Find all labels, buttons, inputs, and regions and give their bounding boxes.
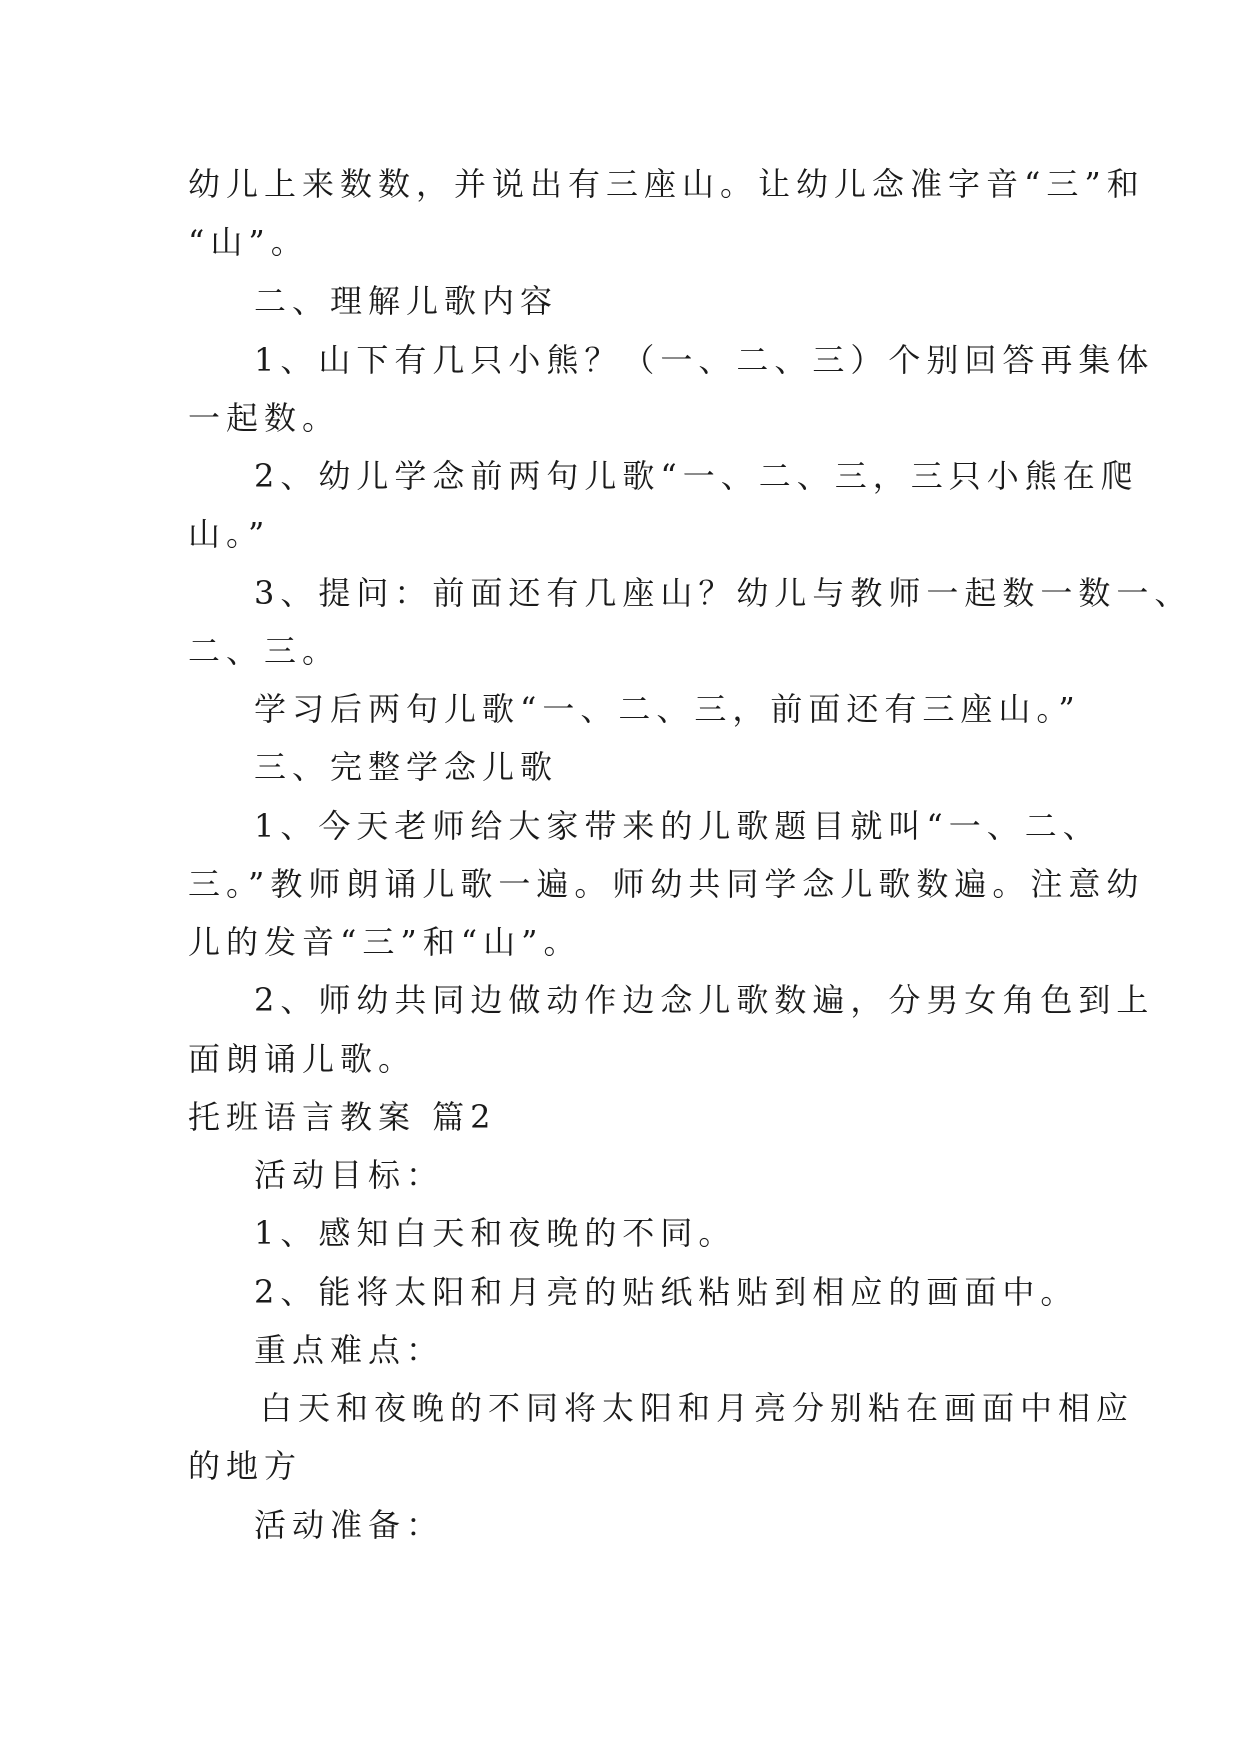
text-line: 白天和夜晚的不同将太阳和月亮分别粘在画面中相应 bbox=[260, 1389, 1135, 1427]
text-line: 2、能将太阳和月亮的贴纸粘贴到相应的画面中。 bbox=[254, 1273, 1079, 1311]
text-line: 三。”教师朗诵儿歌一遍。师幼共同学念儿歌数遍。注意幼 bbox=[188, 865, 1145, 903]
section-heading: 活动目标： bbox=[254, 1156, 445, 1194]
text-line: 2、幼儿学念前两句儿歌“一、二、三，三只小熊在爬 bbox=[254, 457, 1139, 495]
text-line: 山。” bbox=[188, 515, 271, 553]
text-line: 1、今天老师给大家带来的儿歌题目就叫“一、二、 bbox=[254, 807, 1101, 845]
section-heading: 三、完整学念儿歌 bbox=[254, 748, 559, 786]
text-line: 1、感知白天和夜晚的不同。 bbox=[254, 1214, 737, 1252]
section-heading: 重点难点： bbox=[254, 1331, 445, 1369]
text-line: 1、山下有几只小熊？（一、二、三）个别回答再集体 bbox=[254, 341, 1155, 379]
text-line: “山”。 bbox=[188, 223, 309, 261]
text-line: 学习后两句儿歌“一、二、三，前面还有三座山。” bbox=[254, 690, 1081, 728]
text-line: 2、师幼共同边做动作边念儿歌数遍，分男女角色到上 bbox=[254, 981, 1155, 1019]
text-line: 幼儿上来数数，并说出有三座山。让幼儿念准字音“三”和 bbox=[188, 165, 1145, 203]
document-title: 托班语言教案 篇2 bbox=[188, 1098, 497, 1136]
text-line: 一起数。 bbox=[188, 399, 341, 437]
text-line: 的地方 bbox=[188, 1447, 303, 1485]
section-heading: 活动准备： bbox=[254, 1506, 445, 1544]
text-line: 3、提问：前面还有几座山？幼儿与教师一起数一数一、 bbox=[254, 574, 1193, 612]
text-line: 二、三。 bbox=[188, 632, 341, 670]
section-heading: 二、理解儿歌内容 bbox=[254, 282, 559, 320]
text-line: 面朗诵儿歌。 bbox=[188, 1040, 417, 1078]
text-line: 儿的发音“三”和“山”。 bbox=[188, 923, 582, 961]
